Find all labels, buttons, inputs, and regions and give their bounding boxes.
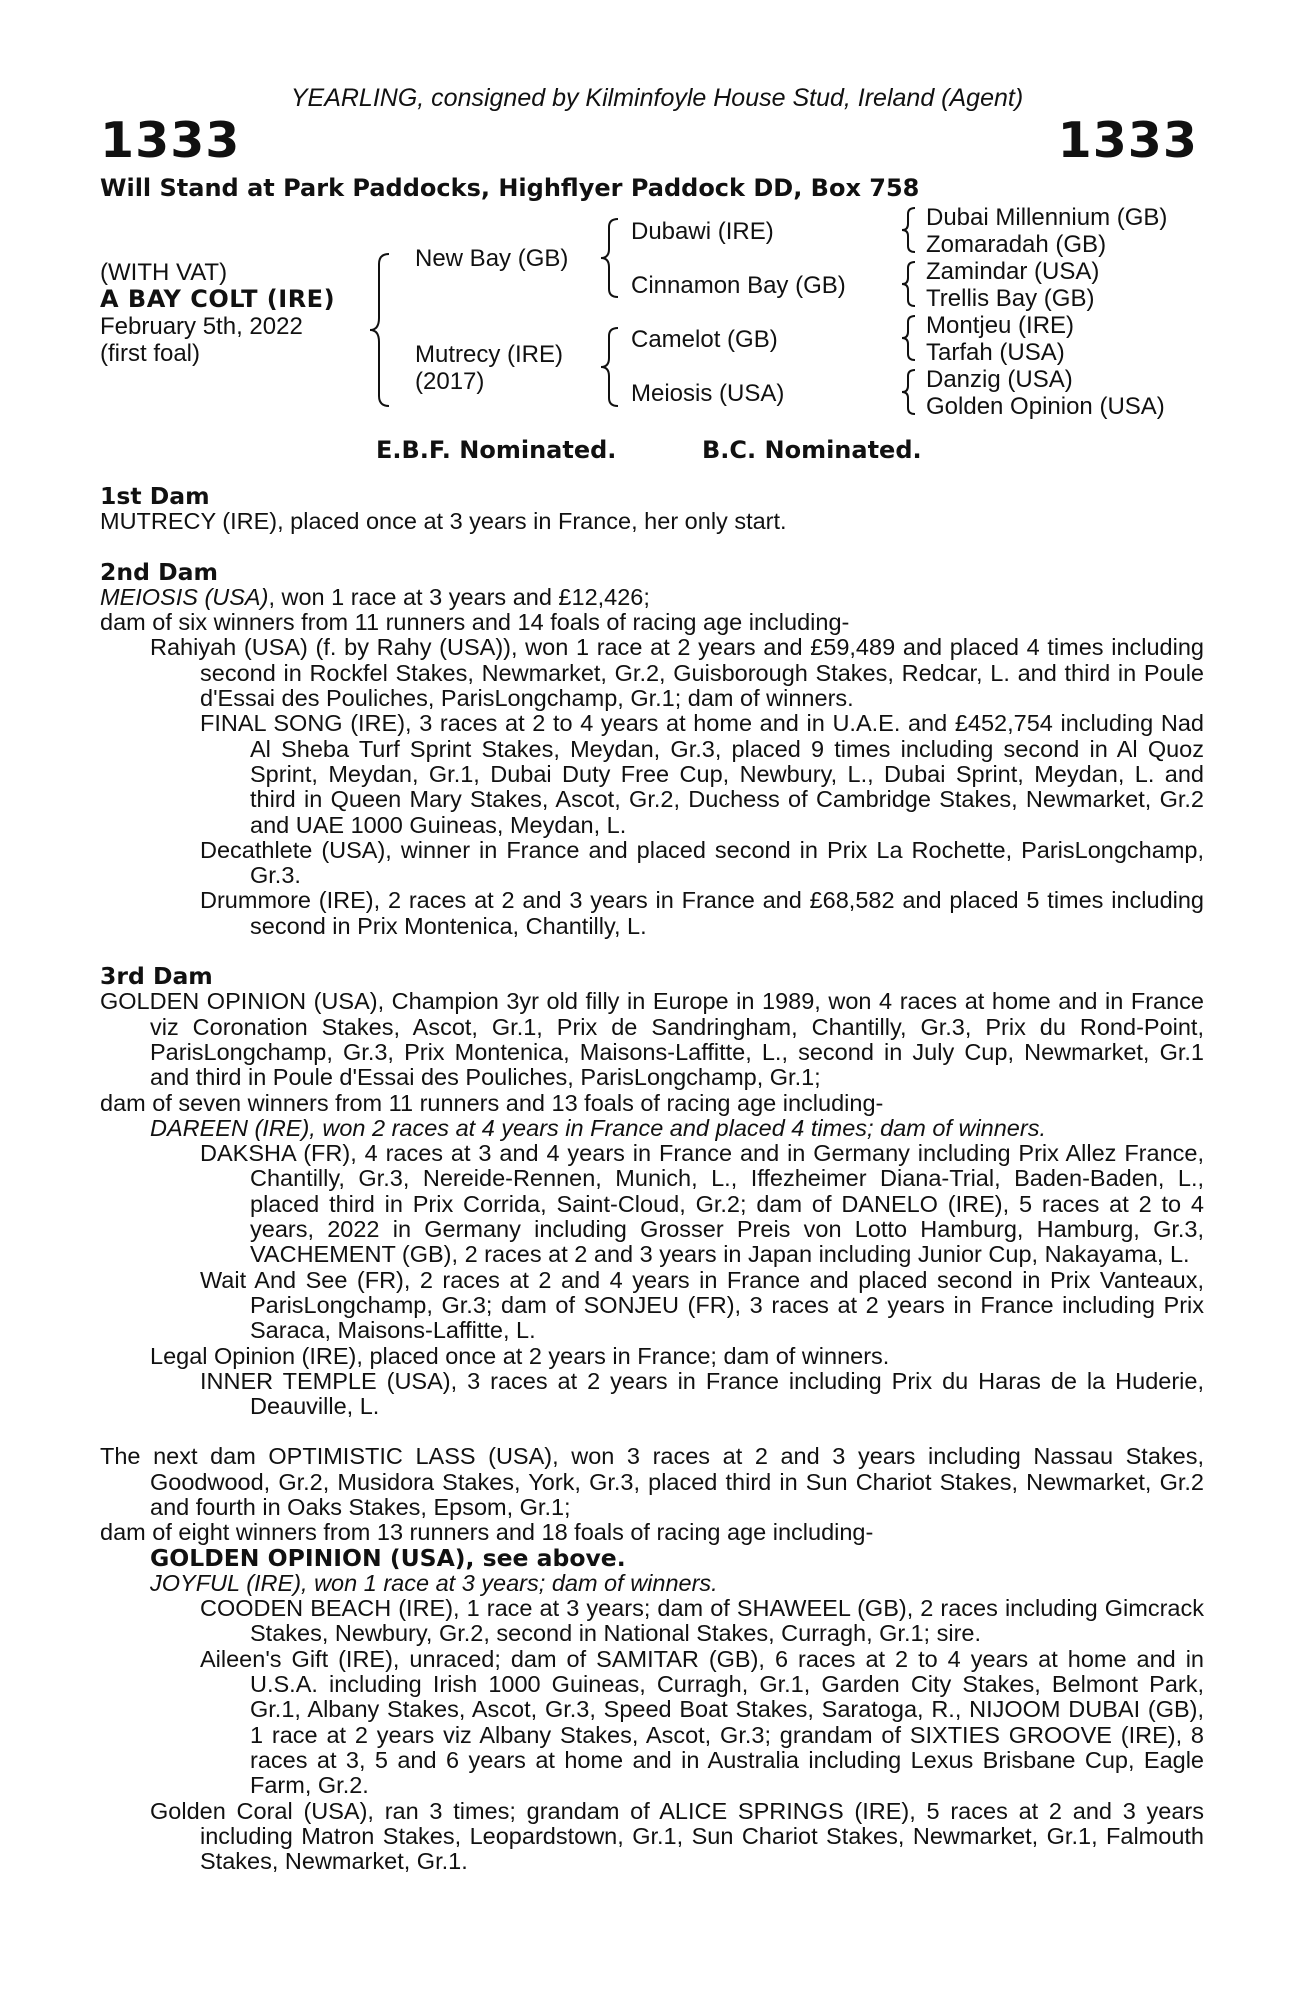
catalogue-body [100,484,1204,1874]
first-dam-text: MUTRECY (IRE), placed once at 3 years in France, her only start. [100,508,787,535]
pedigree-brace [899,206,919,254]
dam-year: (2017) [415,368,485,395]
produce-final-song: FINAL SONG (IRE), 3 races at 2 to 4 years at home and in U.A.E. and £452,754 including Nad Al Sheba Turf Sprint Stakes, Meydan, Gr.3, placed 9 times including second in Al Quoz Sprint, Meydan, Gr.1, Dubai Duty Free Cup, Newbury, L., Dubai Sprint, Meydan, L. and third in Queen Mary Stakes, Ascot, Gr.2, Duchess of Cambridge Stakes, Newmarket, Gr.2 and UAE 1000 Guineas, Meydan, L. [200,710,1204,838]
produce-inner-temple: INNER TEMPLE (USA), 3 races at 2 years in France including Prix du Haras de la Huderie, Deauville, L. [200,1367,1204,1420]
sire-dam-sire: Zamindar (USA) [926,258,1100,285]
second-dam-record: , won 1 race at 3 years and £12,426; [268,583,650,610]
third-dam-golden-opinion: GOLDEN OPINION (USA), Champion 3yr old filly in Europe in 1989, won 4 races at home and in France viz Coronation Stakes, Ascot, Gr.1, Prix de Sandringham, Chantilly, Gr.3, Prix du Rond-Point, ParisLongchamp, Gr.3, Prix Montenica, Maisons-Laffitte, L., second in July Cup, Newmarket, Gr.1 and third in Poule d'Essai des Pouliches, ParisLongchamp, Gr.1; [100,988,1204,1091]
sire-sire-sire: Dubai Millennium (GB) [926,204,1168,231]
produce-dareen: DAREEN (IRE), won 2 races at 4 years in France and placed 4 times; dam of winners. [150,1114,1046,1141]
next-dam-optimistic-lass: The next dam OPTIMISTIC LASS (USA), won 3 races at 2 and 3 years including Nassau Stakes, Goodwood, Gr.2, Musidora Stakes, York, Gr.3, placed third in Sun Chariot Stakes, Newmarket, Gr.2 and fourth in Oaks Stakes, Epsom, Gr.1; [100,1443,1204,1520]
produce-golden-coral: Golden Coral (USA), ran 3 times; grandam of ALICE SPRINGS (IRE), 5 races at 2 and 3 years including Matron Stakes, Leopardstown, Gr.1, Sun Chariot Stakes, Newmarket, Gr.1, Falmouth Stakes, Newmarket, Gr.1. [150,1797,1204,1875]
third-dam-produce-summary: dam of seven winners from 11 runners and 13 foals of racing age including- [100,1089,884,1116]
sire-sire: Dubawi (IRE) [631,218,774,245]
vat-note: (WITH VAT) [100,259,228,286]
bc-nominated: B.C. Nominated. [702,436,922,464]
dam-dam-sire: Danzig (USA) [926,366,1073,393]
second-dam-name: MEIOSIS (USA) [100,583,269,610]
second-dam-line [100,585,1204,610]
produce-wait-and-see: Wait And See (FR), 2 races at 2 and 4 years in France and placed second in Prix Vanteaux, ParisLongchamp, Gr.3; dam of SONJEU (FR), 3 races at 2 years in France including Prix Saraca, Maisons-Laffitte, L. [200,1266,1204,1344]
stand-location: Will Stand at Park Paddocks, Highflyer Paddock DD, Box 758 [100,174,920,202]
ebf-nominated: E.B.F. Nominated. [376,436,617,464]
lot-number-right: 1333 [1057,112,1198,169]
pedigree-brace [367,252,393,408]
second-dam-heading: 2nd Dam [100,557,218,586]
dam-dam: Meiosis (USA) [631,380,785,407]
produce-golden-opinion: GOLDEN OPINION (USA), see above. [150,1543,626,1572]
foal-note: (first foal) [100,340,201,367]
sire-dam: Cinnamon Bay (GB) [631,272,846,299]
produce-decathlete: Decathlete (USA), winner in France and placed second in Prix La Rochette, ParisLongchamp, Gr.3. [200,836,1204,889]
produce-drummore: Drummore (IRE), 2 races at 2 and 3 years in France and £68,582 and placed 5 times including second in Prix Montenica, Chantilly, L. [200,887,1204,939]
pedigree-brace [899,368,919,416]
pedigree-brace [899,260,919,308]
dam-dam-dam: Golden Opinion (USA) [926,393,1165,420]
dam-sire-sire: Montjeu (IRE) [926,312,1075,339]
produce-joyful: JOYFUL (IRE), won 1 race at 3 years; dam of winners. [150,1569,718,1596]
third-dam-heading: 3rd Dam [100,962,213,991]
sire-dam-dam: Trellis Bay (GB) [926,285,1095,312]
first-dam-heading: 1st Dam [100,482,210,510]
dam-sire: Camelot (GB) [631,326,778,353]
produce-cooden-beach: COODEN BEACH (IRE), 1 race at 3 years; dam of SHAWEEL (GB), 2 races including Gimcrack Stakes, Newbury, Gr.2, second in National Stakes, Curragh, Gr.1; sire. [200,1595,1204,1647]
pedigree-brace [598,326,622,408]
second-dam-produce-summary: dam of six winners from 11 runners and 14 foals of racing age including- [100,609,850,636]
produce-daksha: DAKSHA (FR), 4 races at 3 and 4 years in France and in Germany including Prix Allez France, Chantilly, Gr.3, Nereide-Rennen, Munich, L., Iffezheimer Diana-Trial, Baden-Baden, L., placed third in Prix Corrida, Saint-Cloud, Gr.2; dam of DANELO (IRE), 5 races at 2 to 4 years, 2022 in Germany including Grosser Preis von Lotto Hamburg, Hamburg, Gr.3, VACHEMENT (GB), 2 races at 2 and 3 years in Japan including Junior Cup, Nakayama, L. [200,1140,1204,1268]
dam-name: Mutrecy (IRE) [415,341,564,368]
produce-aileens-gift: Aileen's Gift (IRE), unraced; dam of SAMITAR (GB), 6 races at 2 to 4 years at home and in U.S.A. including Irish 1000 Guineas, Curragh, Gr.1, Garden City Stakes, Belmont Park, Gr.1, Albany Stakes, Ascot, Gr.3, Speed Boat Stakes, Saratoga, R., NIJOOM DUBAI (GB), 1 race at 2 years viz Albany Stakes, Ascot, Gr.3; grandam of SIXTIES GROOVE (IRE), 8 races at 3, 5 and 6 years at home and in Australia including Lexus Brisbane Cup, Eagle Farm, Gr.2. [200,1645,1204,1799]
next-dam-produce-summary: dam of eight winners from 13 runners and 18 foals of racing age including- [100,1519,874,1546]
produce-rahiyah: Rahiyah (USA) (f. by Rahy (USA)), won 1 race at 2 years and £59,489 and placed 4 times including second in Rockfel Stakes, Newmarket, Gr.2, Guisborough Stakes, Redcar, L. and third in Poule d'Essai des Pouliches, ParisLongchamp, Gr.1; dam of winners. [150,634,1204,712]
dam-sire-dam: Tarfah (USA) [926,339,1065,366]
lot-number-left: 1333 [100,112,241,169]
consignor-line: YEARLING, consigned by Kilminfoyle House Stud, Ireland (Agent) [290,84,1024,112]
pedigree-brace [899,314,919,362]
pedigree-brace [598,217,622,299]
sire-sire-dam: Zomaradah (GB) [926,231,1107,258]
sire-name: New Bay (GB) [415,245,569,272]
produce-legal-opinion: Legal Opinion (IRE), placed once at 2 years in France; dam of winners. [150,1342,890,1369]
horse-name: A BAY COLT (IRE) [100,285,336,313]
foaling-date: February 5th, 2022 [100,313,303,340]
